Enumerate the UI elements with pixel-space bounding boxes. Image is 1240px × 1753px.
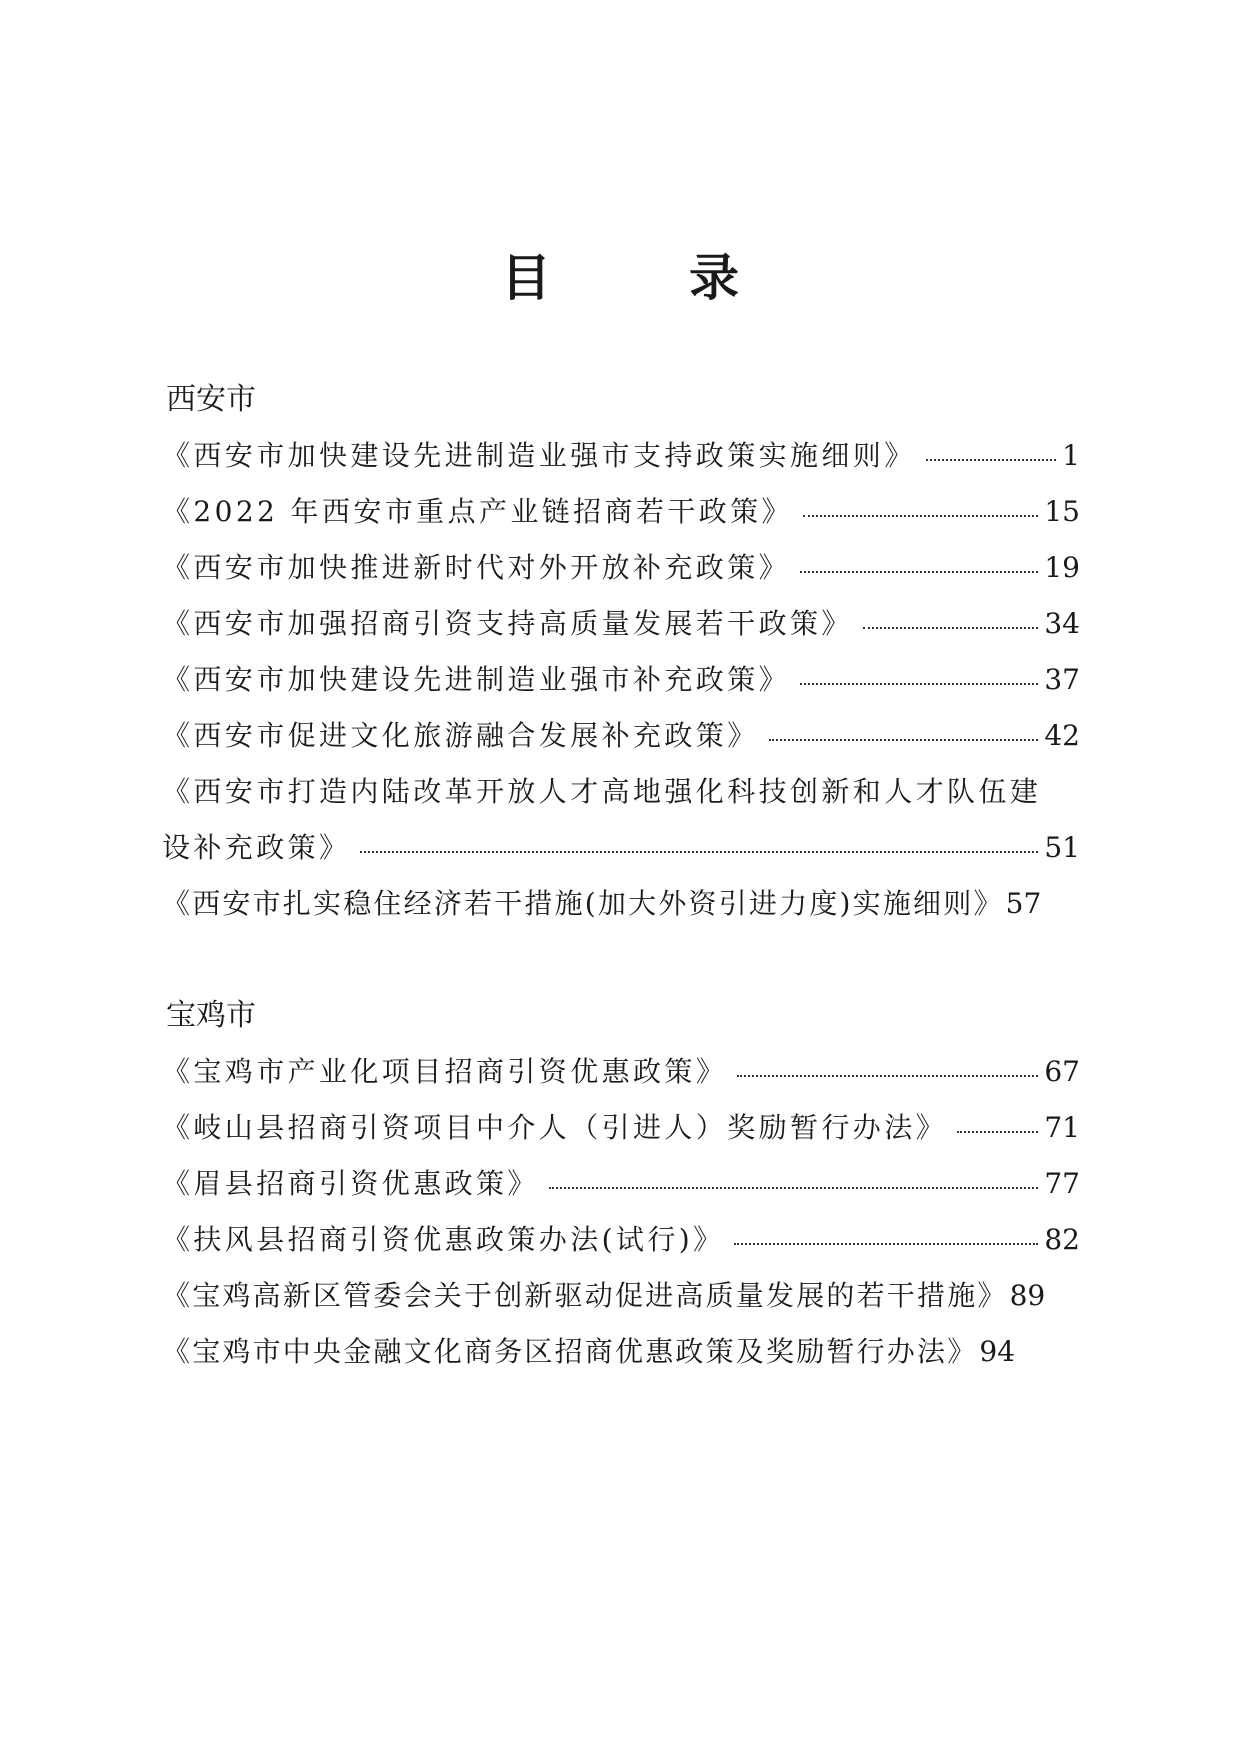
- toc-entry[interactable]: [162, 828, 1080, 868]
- dot-leader: [734, 1243, 1038, 1245]
- toc-entry-title: 《2022 年西安市重点产业链招商若干政策》: [162, 495, 793, 528]
- dot-leader: [769, 739, 1039, 741]
- dot-leader: [863, 627, 1039, 629]
- toc-entry-page: 37: [1044, 663, 1080, 696]
- toc-entry[interactable]: [162, 884, 1080, 924]
- toc-entry-title: 《西安市加强招商引资支持高质量发展若干政策》: [162, 607, 853, 640]
- toc-entry-page: 71: [1044, 1111, 1080, 1144]
- toc-entry-page: 34: [1044, 607, 1080, 640]
- toc-entry[interactable]: [162, 1276, 1080, 1316]
- toc-entry-title: 《西安市扎实稳住经济若干措施(加大外资引进力度)实施细则》: [162, 887, 1004, 920]
- toc-entry[interactable]: [162, 1108, 1080, 1148]
- toc-entry[interactable]: [162, 492, 1080, 532]
- dot-leader: [926, 459, 1057, 461]
- toc-entry-page: 19: [1044, 551, 1080, 584]
- toc-entry-title: 《西安市促进文化旅游融合发展补充政策》: [162, 719, 759, 752]
- dot-leader: [803, 515, 1038, 517]
- toc-entry-title: 《岐山县招商引资项目中介人（引进人）奖励暂行办法》: [162, 1111, 948, 1144]
- toc-entry-title: 《西安市加快推进新时代对外开放补充政策》: [162, 551, 791, 584]
- toc-entry-title: 《宝鸡市产业化项目招商引资优惠政策》: [162, 1055, 728, 1088]
- toc-entry-page: 77: [1044, 1167, 1080, 1200]
- dot-leader: [800, 571, 1038, 573]
- toc-entry-page: 89: [1009, 1279, 1046, 1312]
- toc-entry-title: 《宝鸡高新区管委会关于创新驱动促进高质量发展的若干措施》: [162, 1279, 1008, 1312]
- dot-leader: [549, 1187, 1039, 1189]
- dot-leader: [737, 1075, 1038, 1077]
- toc-entry[interactable]: [162, 436, 1080, 476]
- section-heading-xian: 西安市: [166, 382, 256, 417]
- toc-entry-title-line1[interactable]: 《西安市打造内陆改革开放人才高地强化科技创新和人才队伍建: [162, 775, 1042, 808]
- toc-entry-page: 51: [1044, 831, 1080, 864]
- dot-leader: [957, 1131, 1038, 1133]
- toc-entry-page: 57: [1005, 887, 1042, 920]
- toc-entry[interactable]: [162, 1052, 1080, 1092]
- dot-leader: [360, 851, 1038, 853]
- toc-entry[interactable]: [162, 548, 1080, 588]
- toc-entry-title: 《眉县招商引资优惠政策》: [162, 1167, 539, 1200]
- toc-entry-title: 《西安市加快建设先进制造业强市补充政策》: [162, 663, 791, 696]
- toc-entry-title: 《宝鸡市中央金融文化商务区招商优惠政策及奖励暂行办法》: [162, 1335, 978, 1368]
- toc-entry-page: 42: [1044, 719, 1080, 752]
- toc-entry-page: 82: [1044, 1223, 1080, 1256]
- page-title: 目 录: [501, 248, 783, 307]
- toc-entry-page: 1: [1062, 439, 1080, 472]
- section-heading-baoji: 宝鸡市: [166, 998, 256, 1033]
- toc-entry[interactable]: [162, 1220, 1080, 1260]
- dot-leader: [800, 683, 1038, 685]
- toc-entry[interactable]: [162, 716, 1080, 756]
- toc-entry[interactable]: [162, 1332, 1080, 1372]
- toc-entry[interactable]: [162, 604, 1080, 644]
- toc-entry-page: 94: [979, 1335, 1016, 1368]
- toc-entry[interactable]: [162, 1164, 1080, 1204]
- toc-entry-title: 《西安市加快建设先进制造业强市支持政策实施细则》: [162, 439, 916, 472]
- toc-entry-title: 设补充政策》: [162, 831, 351, 864]
- toc-entry-page: 15: [1044, 495, 1080, 528]
- toc-entry-title: 《扶风县招商引资优惠政策办法(试行)》: [162, 1223, 725, 1256]
- toc-entry-page: 67: [1044, 1055, 1080, 1088]
- toc-entry[interactable]: [162, 660, 1080, 700]
